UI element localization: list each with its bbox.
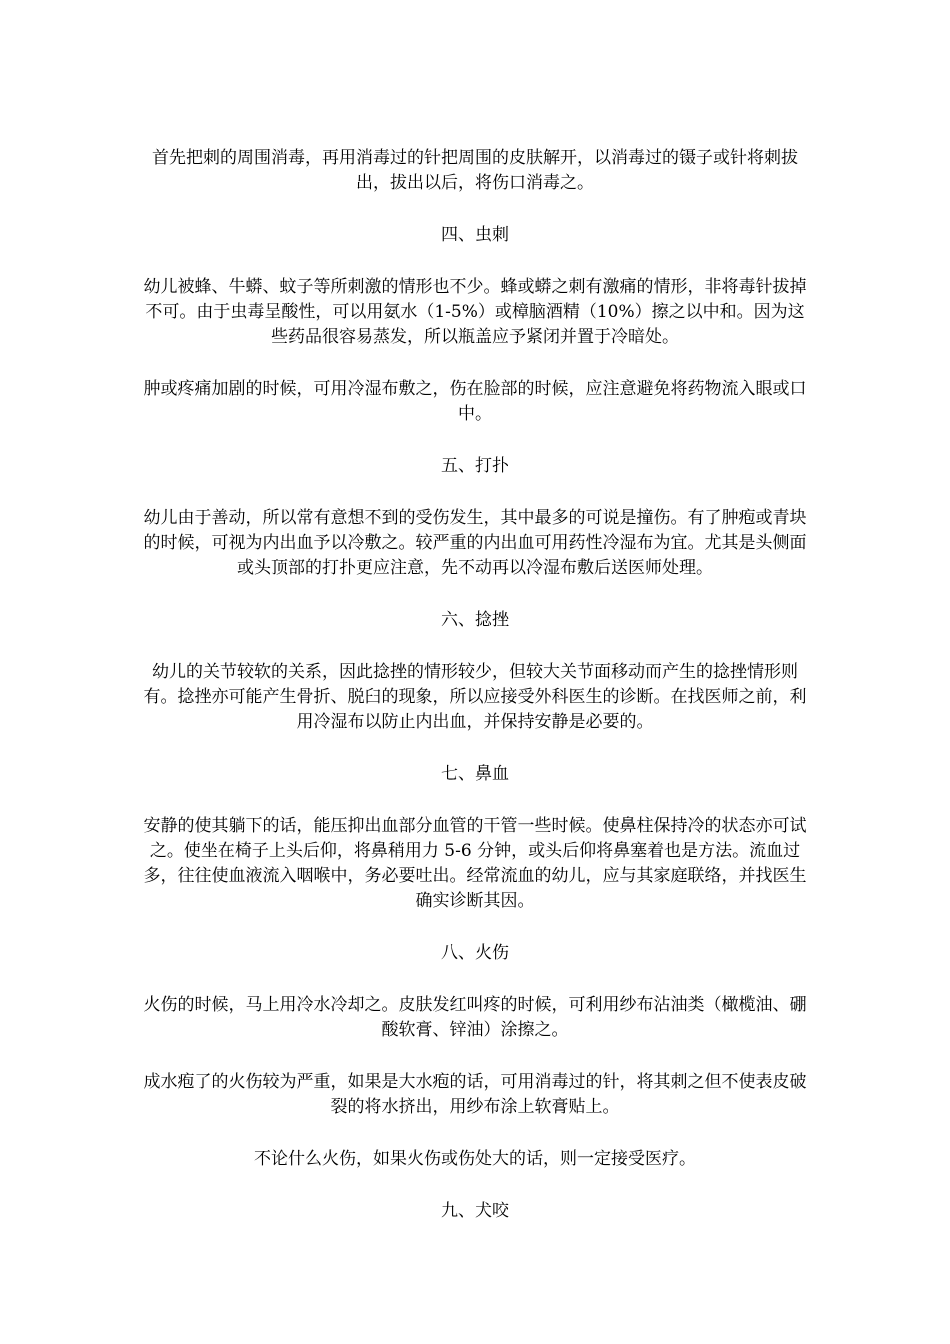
paragraph-burn-medical: 不论什么火伤，如果火伤或伤处大的话，则一定接受医疗。 <box>254 1149 696 1169</box>
section-heading-sprain: 六、捻挫 <box>441 610 509 630</box>
paragraph-insect-sting: 幼儿被蜂、牛蟒、蚊子等所刺激的情形也不少。蜂或蟒之刺有激痛的情形，非将毒针拔掉不可。由于虫毒呈酸性，可以用氨水（1-5%）或樟脑酒精（10%）擦之以中和。因为这些药品很容易蒸发，所以瓶盖应予紧闭并置于冷暗处。 <box>143 277 807 347</box>
section-heading-insect-sting: 四、虫刺 <box>441 225 509 245</box>
paragraph-sprain: 幼儿的关节较软的关系，因此捻挫的情形较少，但较大关节面移动而产生的捻挫情形则有。捻挫亦可能产生骨折、脱臼的现象，所以应接受外科医生的诊断。在找医师之前，利用冷湿布以防止内出血，并保持安静是必要的。 <box>143 662 807 732</box>
section-heading-dog-bite: 九、犬咬 <box>441 1201 509 1221</box>
paragraph-bruise: 幼儿由于善动，所以常有意想不到的受伤发生，其中最多的可说是撞伤。有了肿疱或青块的时候，可视为内出血予以冷敷之。较严重的内出血可用药性冷湿布为宜。尤其是头侧面或头顶部的打扑更应注意，先不动再以冷湿布敷后送医师处理。 <box>143 508 807 578</box>
section-heading-nosebleed: 七、鼻血 <box>441 764 509 784</box>
paragraph-thorn-removal: 首先把刺的周围消毒，再用消毒过的针把周围的皮肤解开，以消毒过的镊子或针将刺拔出，拔出以后，将伤口消毒之。 <box>152 148 798 193</box>
section-heading-burn: 八、火伤 <box>441 943 509 963</box>
document-body <box>143 146 807 1251</box>
paragraph-nosebleed: 安静的使其躺下的话，能压抑出血部分血管的干管一些时候。使鼻柱保持冷的状态亦可试之。使坐在椅子上头后仰，将鼻稍用力 5-6 分钟，或头后仰将鼻塞着也是方法。流血过多，往往使血液流入咽喉中，务必要吐出。经常流血的幼儿，应与其家庭联络，并找医生确实诊断其因。 <box>143 816 807 911</box>
section-heading-bruise: 五、打扑 <box>441 456 509 476</box>
paragraph-burn-cooling: 火伤的时候，马上用冷水冷却之。皮肤发红叫疼的时候，可利用纱布沾油类（橄榄油、硼酸软膏、锌油）涂擦之。 <box>143 995 807 1040</box>
paragraph-burn-blister: 成水疱了的火伤较为严重，如果是大水疱的话，可用消毒过的针，将其刺之但不使表皮破裂的将水挤出，用纱布涂上软膏贴上。 <box>143 1072 807 1117</box>
paragraph-swelling: 肿或疼痛加剧的时候，可用冷湿布敷之，伤在脸部的时候，应注意避免将药物流入眼或口中。 <box>143 379 807 424</box>
